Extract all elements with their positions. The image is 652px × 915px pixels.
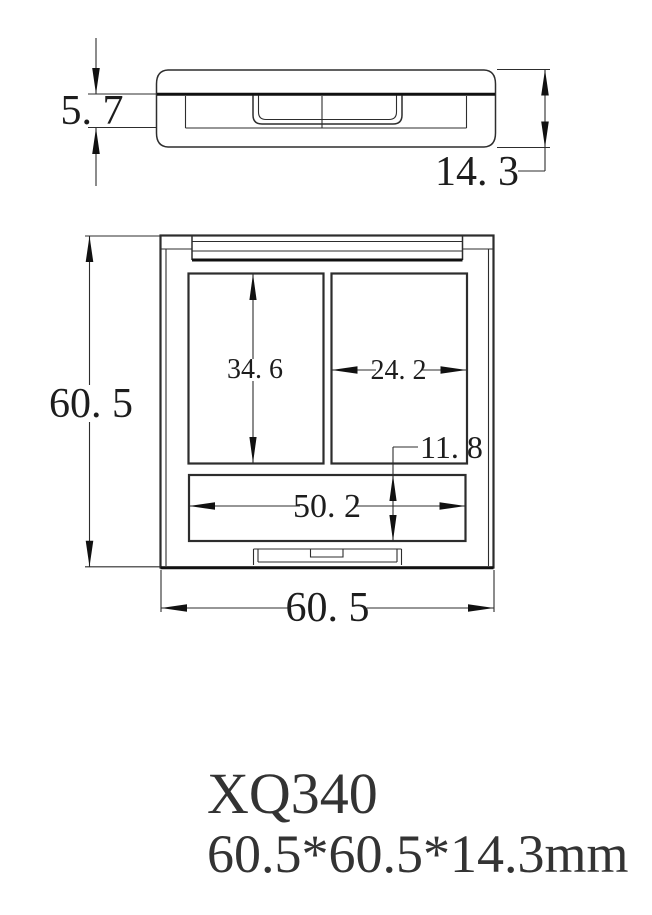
arrowhead-up — [389, 475, 396, 501]
dimension-left-pan-height — [227, 274, 283, 463]
dimension-label-lid-height: 5. 7 — [60, 88, 124, 134]
arrowhead-down — [86, 541, 94, 567]
arrowhead-up — [541, 70, 549, 96]
hinge-band — [161, 236, 494, 261]
dimension-label-bottom-pan-width: 50. 2 — [293, 488, 361, 525]
dimension-total-thickness — [435, 70, 550, 196]
arrowhead-right — [440, 502, 466, 510]
dimension-bottom-pan-height — [389, 429, 482, 541]
arrowhead-left — [332, 366, 358, 374]
arrowhead-up — [86, 236, 94, 262]
dimension-right-pan-width — [332, 355, 467, 386]
latch-thumb-notch — [311, 549, 344, 557]
arrowhead-right — [468, 604, 494, 612]
dimension-label-left-pan-height: 34. 6 — [227, 354, 283, 385]
arrowhead-right — [441, 366, 467, 374]
arrowhead-left — [161, 604, 187, 612]
dimension-label-right-pan-width: 24. 2 — [370, 355, 427, 386]
dimension-case-height — [49, 236, 161, 567]
front-latch — [254, 549, 402, 565]
dimension-label-bottom-pan-height: 11. 8 — [420, 429, 483, 465]
dimension-label-total-thickness: 14. 3 — [435, 149, 519, 195]
overall-dimensions: 60.5*60.5*14.3mm — [207, 824, 629, 884]
model-number: XQ340 — [207, 761, 378, 826]
dimension-label-case-height: 60. 5 — [49, 381, 133, 427]
side-view — [157, 70, 496, 147]
title-block — [207, 761, 629, 884]
dimension-lid-height — [61, 38, 158, 186]
arrowhead-down — [389, 515, 396, 541]
arrowhead-up — [249, 274, 256, 300]
latch-channel-inner — [259, 96, 397, 120]
dimension-bottom-pan-width — [189, 488, 466, 525]
dimension-case-width — [161, 570, 494, 631]
arrowhead-down — [541, 122, 549, 148]
side-view-outline — [157, 70, 496, 147]
dimension-label-case-width: 60. 5 — [285, 585, 370, 631]
arrowhead-left — [189, 502, 215, 510]
arrowhead-down — [249, 437, 256, 463]
